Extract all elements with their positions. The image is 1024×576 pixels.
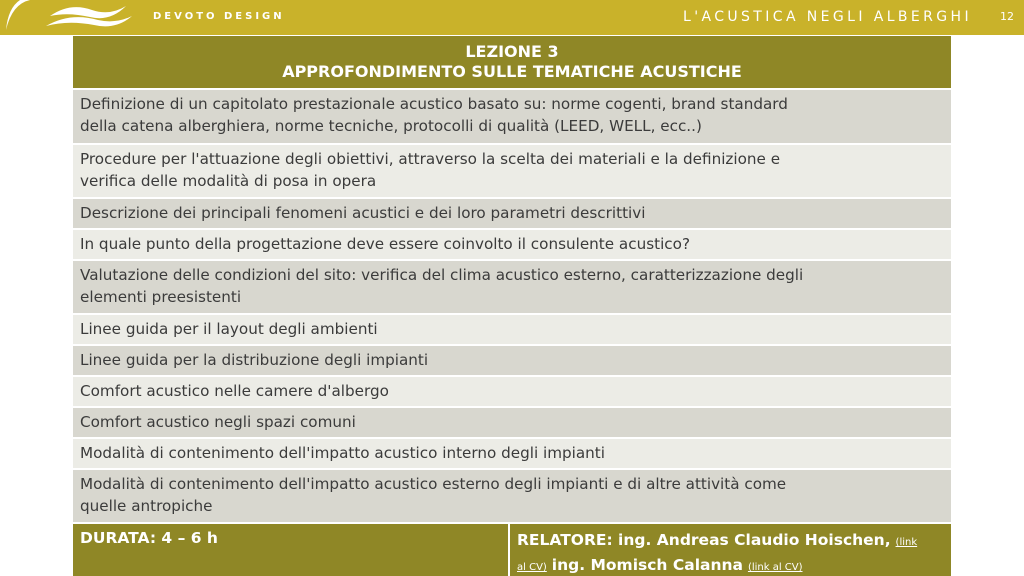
topic-text: Valutazione delle condizioni del sito: verifica del clima acustico esterno, caratterizzazione degli xyxy=(80,266,804,284)
topic-row xyxy=(73,88,951,143)
speaker-2: ing. Momisch Calanna xyxy=(551,556,743,574)
lesson-title: APPROFONDIMENTO SULLE TEMATICHE ACUSTICHE xyxy=(282,62,742,81)
topic-row xyxy=(73,468,951,522)
topic-row xyxy=(73,143,951,197)
topic-text: verifica delle modalità di posa in opera xyxy=(80,172,377,190)
lesson-header xyxy=(73,36,951,88)
topic-text: Comfort acustico negli spazi comuni xyxy=(80,413,356,431)
cv-link-1[interactable]: (link xyxy=(895,537,918,548)
cv-link-1-continued[interactable]: al CV) xyxy=(517,562,547,573)
brand-name: DEVOTO DESIGN xyxy=(153,11,285,22)
lesson-footer xyxy=(73,522,951,576)
topic-text: Descrizione dei principali fenomeni acustici e dei loro parametri descrittivi xyxy=(80,204,646,222)
cv-link-2[interactable]: (link al CV) xyxy=(747,562,803,573)
topic-row xyxy=(73,375,951,406)
topic-text: della catena alberghiera, norme tecniche, protocolli di qualità (LEED, WELL, ecc..) xyxy=(80,117,702,135)
page-number: 12 xyxy=(1000,10,1014,23)
topic-row xyxy=(73,259,951,313)
topic-row xyxy=(73,344,951,375)
lesson-table xyxy=(73,36,951,576)
topic-text: Procedure per l'attuazione degli obiettivi, attraverso la scelta dei materiali e la definizione e xyxy=(80,150,781,168)
duration: DURATA: 4 – 6 h xyxy=(73,524,510,576)
topic-text: quelle antropiche xyxy=(80,497,213,515)
document-title: L'ACUSTICA NEGLI ALBERGHI xyxy=(683,9,972,25)
speaker-1: RELATORE: ing. Andreas Claudio Hoischen, xyxy=(517,531,891,549)
topic-text: elementi preesistenti xyxy=(80,288,242,306)
topic-text: Definizione di un capitolato prestazionale acustico basato su: norme cogenti, brand standard xyxy=(80,95,788,113)
topic-row xyxy=(73,437,951,468)
topic-text: In quale punto della progettazione deve essere coinvolto il consulente acustico? xyxy=(80,235,691,253)
topic-text: Modalità di contenimento dell'impatto acustico esterno degli impianti e di altre attività come xyxy=(80,475,787,493)
topic-text: Comfort acustico nelle camere d'albergo xyxy=(80,382,389,400)
wave-logo-icon xyxy=(6,0,136,35)
topic-row xyxy=(73,313,951,344)
top-bar xyxy=(0,0,1024,35)
topic-text: Linee guida per il layout degli ambienti xyxy=(80,320,378,338)
topic-text: Linee guida per la distribuzione degli impianti xyxy=(80,351,429,369)
topic-row xyxy=(73,228,951,259)
lesson-number: LEZIONE 3 xyxy=(465,42,559,61)
speakers xyxy=(510,524,951,576)
topic-row xyxy=(73,197,951,228)
topic-row xyxy=(73,406,951,437)
topic-text: Modalità di contenimento dell'impatto acustico interno degli impianti xyxy=(80,444,605,462)
